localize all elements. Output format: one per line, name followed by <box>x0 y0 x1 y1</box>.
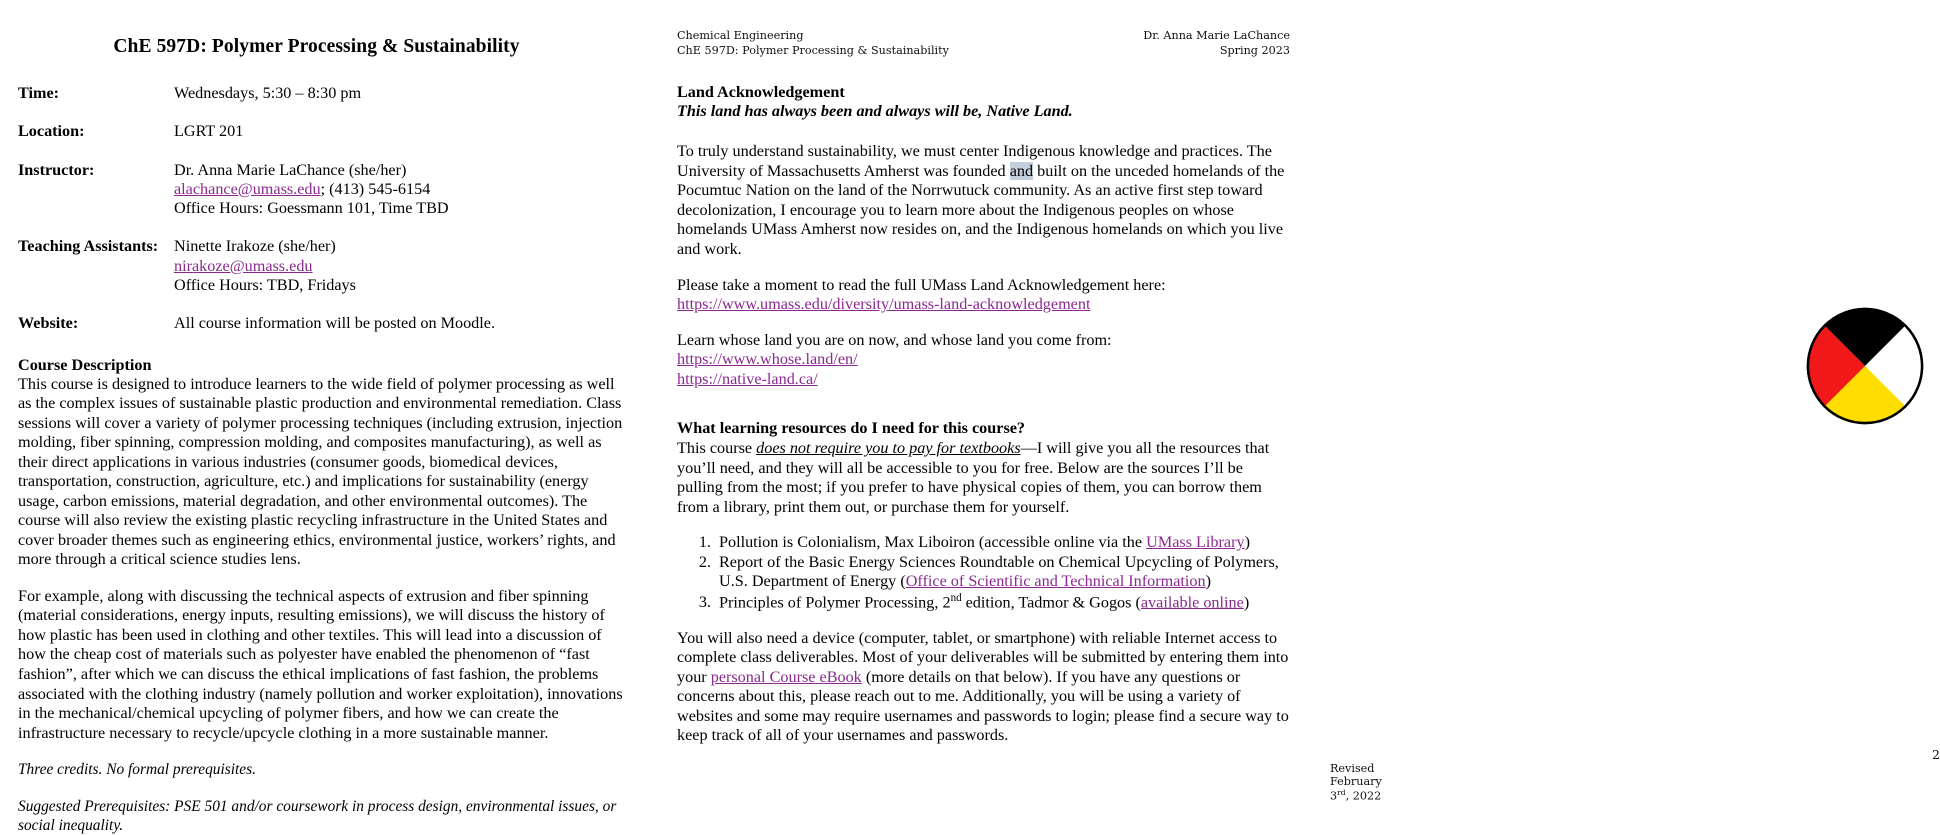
paragraph-spacer <box>18 570 623 587</box>
resource-3-text-mid: edition, Tadmor & Gogos ( <box>961 593 1141 611</box>
device-part-a: You will also need a device (computer, tablet, or smartphone) with reliable Internet access to complete class deliverables. Most of your deliverables will be submitted by entering them into your <box>677 628 1289 686</box>
course-description-heading: Course Description <box>18 355 152 374</box>
page-title: ChE 597D: Polymer Processing & Sustainability <box>113 36 520 57</box>
native-land-link[interactable]: https://native-land.ca/ <box>677 369 818 388</box>
native-land-link-line <box>677 370 1290 390</box>
list-item <box>715 533 1290 553</box>
paragraph-spacer <box>677 517 1290 533</box>
instructor-email-link[interactable]: alachance@umass.edu <box>174 179 321 198</box>
resource-2-text-after: ) <box>1205 572 1211 591</box>
table-row-instructor <box>18 161 623 238</box>
info-label-website: Website: <box>18 314 79 333</box>
available-online-link[interactable]: available online <box>1140 593 1244 611</box>
ta-email-link[interactable]: nirakoze@umass.edu <box>174 256 313 275</box>
whose-land-link-line <box>677 350 1290 370</box>
page-header <box>677 29 1290 59</box>
info-value-location: LGRT 201 <box>174 122 244 141</box>
whose-land-lead: Learn whose land you are on now, and whose land you come from: <box>677 330 1112 349</box>
header-instructor: Dr. Anna Marie LaChance <box>1143 29 1290 42</box>
revision-text-b: , 2022 <box>1345 789 1382 803</box>
resource-1-text-before: Pollution is Colonialism, Max Liboiron (accessible online via the <box>719 533 1147 552</box>
resources-emphasis: does not require you to pay for textbooks <box>756 439 1021 457</box>
instructor-contact-line <box>174 180 623 199</box>
paragraph-spacer <box>18 743 623 761</box>
table-row-time <box>18 84 623 122</box>
medicine-wheel-icon <box>1806 307 1924 425</box>
paragraph-spacer <box>677 389 1290 419</box>
info-value-website: All course information will be posted on Moodle. <box>174 314 495 333</box>
revision-footer <box>1330 762 1382 803</box>
selected-text-highlight: and <box>1009 161 1034 180</box>
page-right <box>653 0 1940 810</box>
land-acknowledgement-heading: Land Acknowledgement <box>677 82 845 101</box>
table-row-teaching-assistants <box>18 237 623 314</box>
land-acknowledgement-paragraph <box>677 142 1290 259</box>
device-part-b: (more details on that below). If you have any questions or concerns about this, please reach out to me. Additionally, you will be using a variety of websites and some may require usernames and passwords to login; please find a secure way to keep track of all of your usernames and passwords. <box>677 667 1289 745</box>
ta-contact-line <box>174 257 623 276</box>
page-header-left <box>677 29 949 59</box>
page-left <box>0 0 653 834</box>
paragraph-spacer <box>677 260 1290 276</box>
course-ebook-link[interactable]: personal Course eBook <box>710 667 862 686</box>
land-acknowledgement-subtitle: This land has always been and always will be, Native Land. <box>677 102 1073 121</box>
whose-land-link[interactable]: https://www.whose.land/en/ <box>677 350 858 369</box>
paragraph-spacer <box>677 122 1290 142</box>
umass-land-acknowledgement-link[interactable]: https://www.umass.edu/diversity/umass-land-acknowledgement <box>677 295 1091 314</box>
instructor-phone: ; (413) 545-6154 <box>320 179 431 198</box>
learning-resources-heading: What learning resources do I need for this course? <box>677 419 1026 438</box>
info-value-teaching-assistants <box>174 237 623 314</box>
instructor-name: Dr. Anna Marie LaChance (she/her) <box>174 160 407 179</box>
learning-resources-paragraph <box>677 439 1290 517</box>
list-item <box>715 592 1290 613</box>
read-full-acknowledgement-lead: Please take a moment to read the full UMass Land Acknowledgement here: <box>677 275 1166 294</box>
header-term: Spring 2023 <box>1219 43 1290 57</box>
ordinal-suffix: rd <box>1337 788 1346 797</box>
header-department: Chemical Engineering <box>677 29 804 42</box>
resources-part-a: This course <box>677 439 757 457</box>
course-description-paragraph-2: For example, along with discussing the technical aspects of extrusion and fiber spinning (material considerations, energy inputs, resulting emissions), we will discuss the history of how plastic has been used in clothing and other textiles. This will lead into a discussion of how the cheap cost of materials such as polyester have enabled the phenomenon of “fast fashion”, after which we can discuss the ethical implications of fast fashion, the problems associated with the clothing industry (namely pollution and worker exploitation), innovations in the mechanical/chemical upcycling of polymer fibers, and how we can create the infrastructure necessary to recycle/upcycle clothing in a more sustainable manner. <box>18 586 623 742</box>
table-row-website <box>18 314 623 352</box>
revision-text-a: Revised February 3 <box>1330 762 1382 803</box>
info-label-location: Location: <box>18 122 85 141</box>
page-header-right <box>1143 29 1290 59</box>
resource-2-text-before: Report of the Basic Energy Sciences Roundtable on Chemical Upcycling of Polymers, U.S. Department of Energy ( <box>719 552 1279 591</box>
resource-1-text-after: ) <box>1244 533 1250 552</box>
info-value-instructor <box>174 161 623 238</box>
resource-3-text-before: Principles of Polymer Processing, 2 <box>719 593 951 611</box>
info-value-time: Wednesdays, 5:30 – 8:30 pm <box>174 84 362 102</box>
ta-name: Ninette Irakoze (she/her) <box>174 237 336 256</box>
paragraph-spacer <box>677 613 1290 629</box>
umass-land-link-line <box>677 295 1290 315</box>
instructor-office-hours: Office Hours: Goessmann 101, Time TBD <box>174 199 449 218</box>
credits-note: Three credits. No formal prerequisites. <box>18 761 256 779</box>
osti-link[interactable]: Office of Scientific and Technical Information <box>905 572 1206 591</box>
suggested-prerequisites-note: Suggested Prerequisites: PSE 501 and/or coursework in process design, environmental issues, or social inequality. <box>18 797 617 834</box>
info-label-instructor: Instructor: <box>18 160 95 179</box>
ordinal-suffix: nd <box>950 591 962 604</box>
header-course: ChE 597D: Polymer Processing & Sustainability <box>677 43 949 57</box>
land-par-part-b: built on the unceded homelands of the Pocumtuc Nation on the land of the Norrwutuck community. As an active first step toward decolonization, I encourage you to learn more about the Indigenous peoples on whose homelands UMass Amherst now resides on, and the Indigenous homelands on which you live and work. <box>677 161 1285 258</box>
info-label-teaching-assistants: Teaching Assistants: <box>18 237 159 256</box>
resource-list <box>677 533 1290 612</box>
table-row-location <box>18 122 623 160</box>
land-par-part-a: To truly understand sustainability, we must center Indigenous knowledge and practices. The University of Massachusetts Amherst was founded <box>677 142 1272 180</box>
paragraph-spacer <box>18 780 623 798</box>
resources-part-b: —I will give you all the resources that you’ll need, and they will all be accessible to you for free. Below are the sources I’ll be pulling from the most; if you prefer to have physical copies of them, you can borrow them from a library, print them out, or purchase them for yourself. <box>677 439 1270 516</box>
ta-office-hours: Office Hours: TBD, Fridays <box>174 275 356 294</box>
umass-library-link[interactable]: UMass Library <box>1146 533 1245 552</box>
page-number: 2 <box>1932 747 1940 762</box>
info-label-time: Time: <box>18 84 60 102</box>
list-item <box>715 553 1290 592</box>
course-description-paragraph-1: This course is designed to introduce learners to the wide field of polymer processing as well as the complex issues of sustainable plastic production and environmental remediation. Class sessions will cover a variety of polymer processing techniques (including extrusion, injection molding, fiber spinning, compression molding, and composites manufacturing), as well as their direct applications in various industries (consumer goods, biomedical devices, transportation, construction, agriculture, etc.) and implications for sustainability (energy usage, carbon emissions, material degradation, and other environmental outcomes). The course will also review the existing plastic recycling infrastructure in the United States and cover broader themes such as engineering ethics, environmental justice, workers’ rights, and more through a critical science studies lens. <box>18 374 623 569</box>
device-requirements-paragraph <box>677 629 1290 746</box>
resource-3-text-after: ) <box>1243 593 1250 611</box>
paragraph-spacer <box>677 315 1290 331</box>
course-info-table <box>18 84 623 353</box>
